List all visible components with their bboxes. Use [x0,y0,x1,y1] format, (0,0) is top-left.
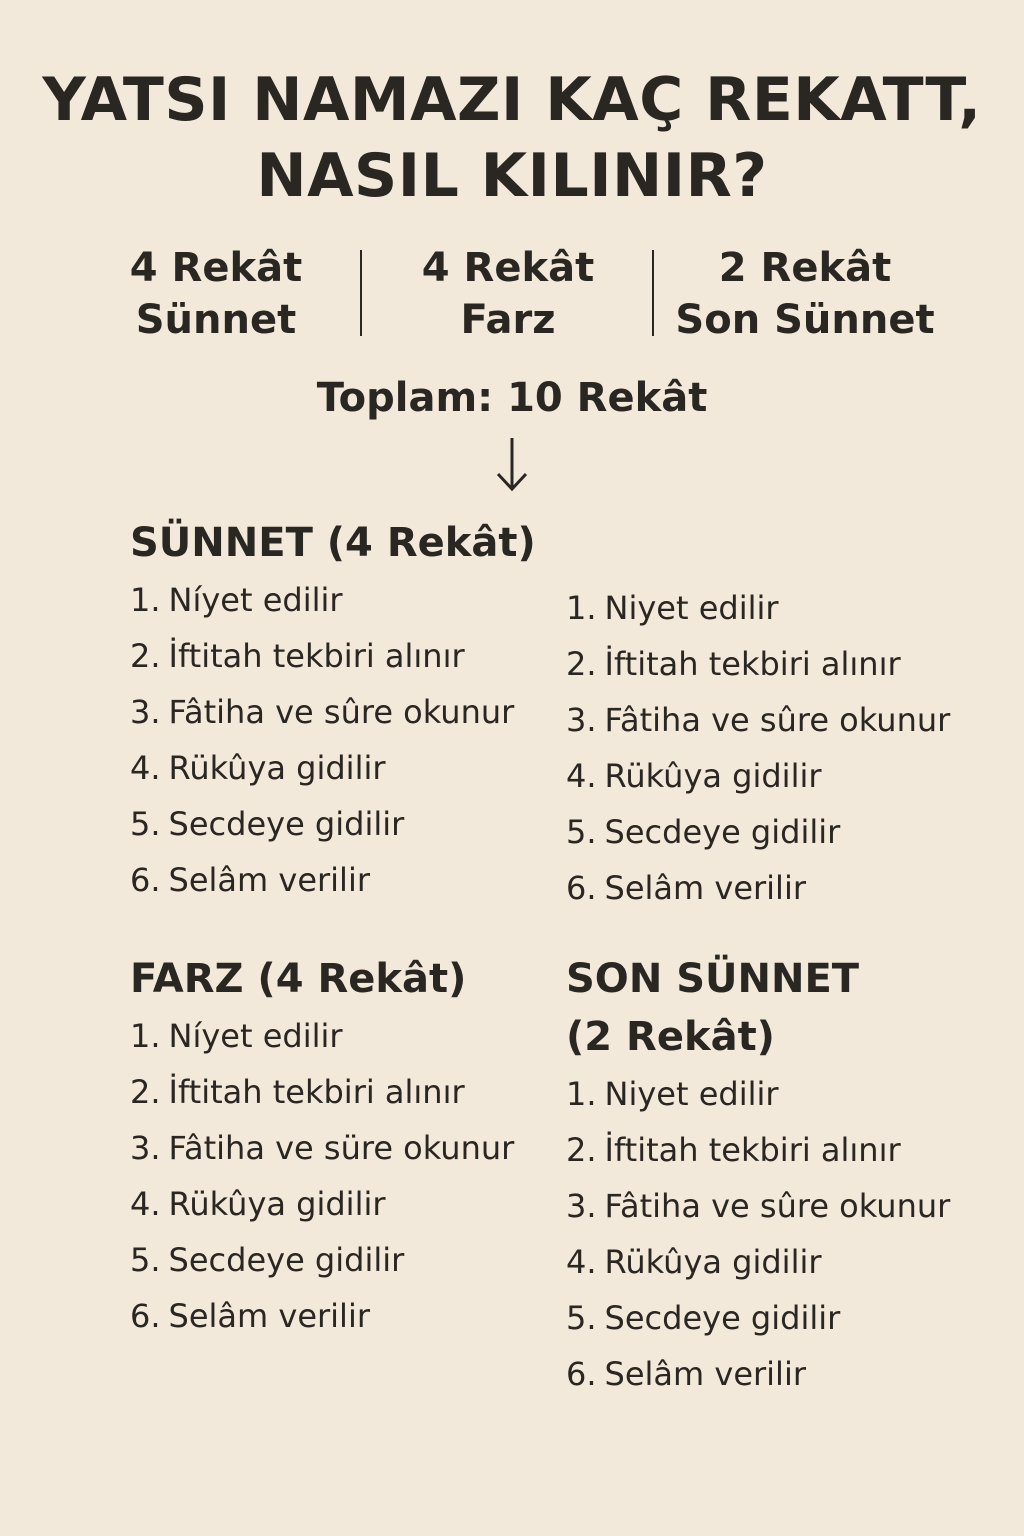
section-title-son-sunnet: SON SÜNNET (2 Rekât) [566,956,860,1060]
summary-son-sunnet-name: Son Sünnet [675,297,935,343]
summary-son-sunnet-count: 2 Rekât [718,245,892,291]
list-item: 5. Secdeye gidilir [130,1241,405,1279]
summary-son-sunnet [665,242,945,346]
arrow-down-icon [488,432,536,496]
list-item: 6. Selâm verilir [566,869,806,907]
list-item: 4. Rükûya gidilir [130,749,386,787]
list-item: 5. Secdeye gidilir [130,805,405,843]
summary-farz-count: 4 Rekât [421,245,595,291]
list-item: 2. İftitah tekbiri alınır [130,637,465,675]
title-line-1: YATSI NAMAZI KAÇ REKATT, [42,65,982,135]
title-line-2: NASIL KILINIR? [256,141,768,211]
section-title-sunnet: SÜNNET (4 Rekât) [130,520,536,566]
summary-farz [408,242,608,346]
section-sunnet-second [566,580,1006,916]
summary-sunnet [116,242,316,346]
list-item: 3. Fâtiha ve sûre okunur [130,693,515,731]
list-item: 2. İftitah tekbiri alınır [130,1073,465,1111]
list-item: 4. Rükûya gidilir [566,757,822,795]
section-sunnet [130,514,570,908]
section-title-farz: FARZ (4 Rekât) [130,956,467,1002]
list-item: 6. Selâm verilir [130,1297,370,1335]
list-item: 3. Fâtiha ve sûre okunur [566,701,951,739]
list-item: 3. Fâtiha ve süre okunur [130,1129,515,1167]
list-item: 2. İftitah tekbiri alınır [566,1131,901,1169]
summary-sunnet-name: Sünnet [135,297,297,343]
summary-divider [652,250,654,336]
list-item: 4. Rükûya gidilir [566,1243,822,1281]
list-item: 6. Selâm verilir [130,861,370,899]
page-title [0,62,1024,214]
steps-list-sunnet-second [566,580,1006,916]
list-item: 1. Niyet edilir [566,1075,779,1113]
list-item: 6. Selâm verilir [566,1355,806,1393]
section-son-sunnet [566,950,1006,1402]
list-item: 1. Niyet edilir [566,589,779,627]
summary-divider [360,250,362,336]
steps-list-farz [130,1008,570,1344]
list-item: 1. Níyet edilir [130,1017,343,1055]
section-farz [130,950,570,1344]
summary-farz-name: Farz [460,297,556,343]
list-item: 2. İftitah tekbiri alınır [566,645,901,683]
list-item: 4. Rükûya gidilir [130,1185,386,1223]
steps-list-sunnet [130,572,570,908]
steps-list-son-sunnet [566,1066,1006,1402]
list-item: 5. Secdeye gidilir [566,1299,841,1337]
list-item: 5. Secdeye gidilir [566,813,841,851]
rekat-summary [0,242,1024,342]
summary-sunnet-count: 4 Rekât [129,245,303,291]
list-item: 1. Níyet edilir [130,581,343,619]
total-rekat: Toplam: 10 Rekât [316,375,708,421]
list-item: 3. Fâtiha ve sûre okunur [566,1187,951,1225]
